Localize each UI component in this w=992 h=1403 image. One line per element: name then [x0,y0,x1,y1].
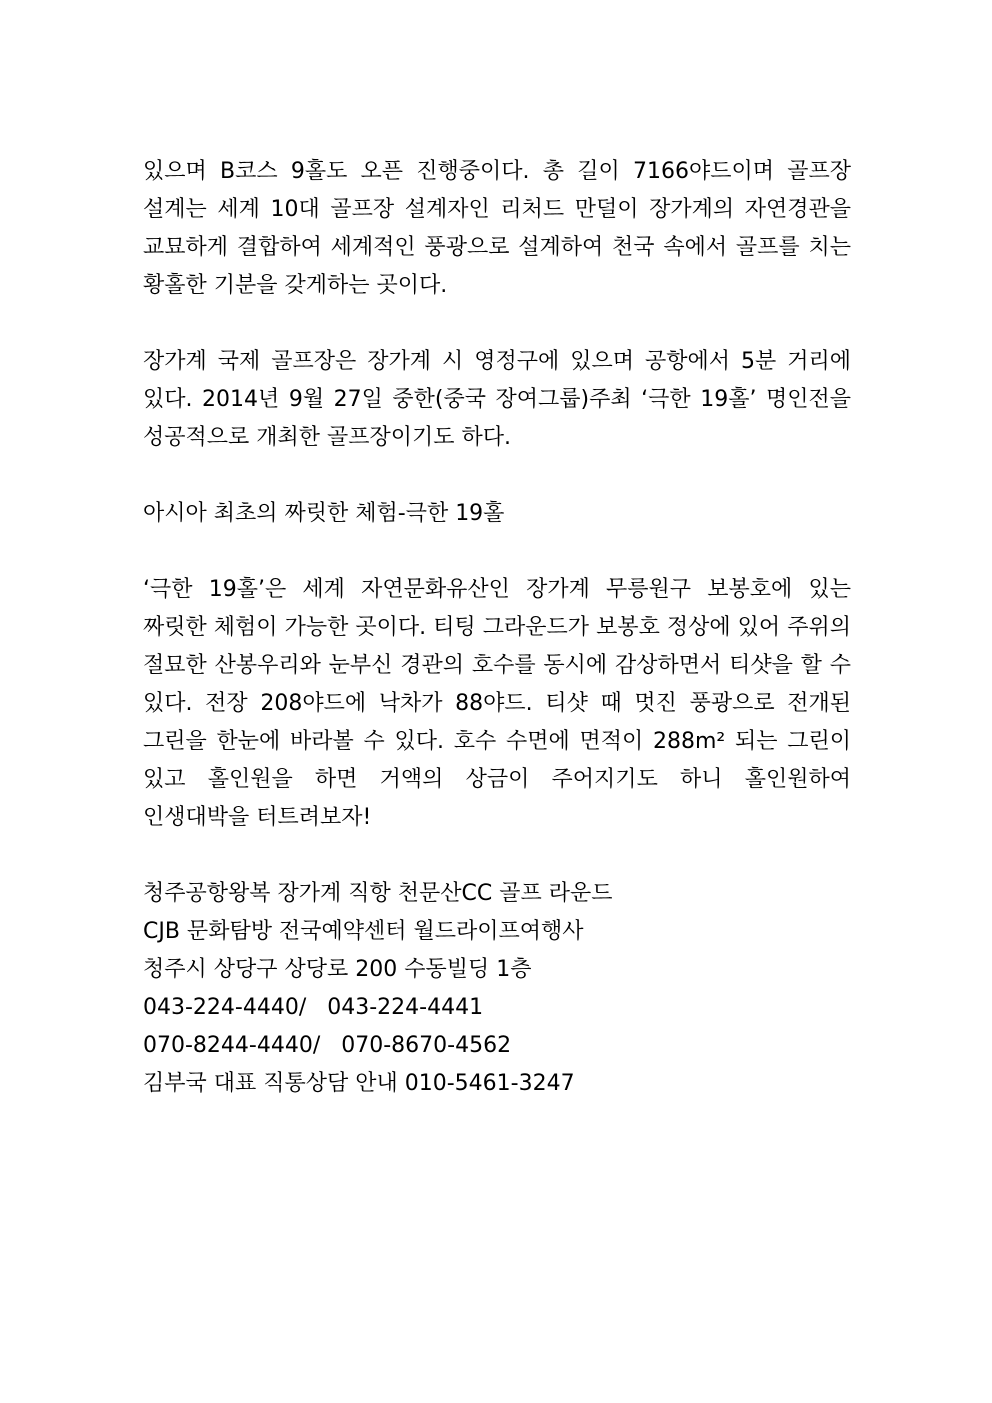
contact-block [143,875,851,1103]
paragraph-golf-course-location: 장가계 국제 골프장은 장가계 시 영정구에 있으며 공항에서 5분 거리에 있다. 2014년 9월 27일 중한(중국 장여그룹)주최 ‘극한 19홀’ 명인전을 성공적으로 개최한 골프장이기도 하다. [143,349,851,450]
tour-name: 청주공항왕복 장가계 직항 천문산CC 골프 라운드 [143,881,613,906]
phone-line-2: 070-8244-4440/ 070-8670-4562 [143,1033,512,1058]
paragraph-extreme-19th-hole: ‘극한 19홀’은 세계 자연문화유산인 장가계 무릉원구 보봉호에 있는 짜릿한 체험이 가능한 곳이다. 티팅 그라운드가 보봉호 정상에 있어 주위의 절묘한 산봉우리와 눈부신 경관의 호수를 동시에 감상하면서 티샷을 할 수 있다. 전장 208야드에 낙차가 88야드. 티샷 때 멋진 풍광으로 전개된 그린을 한눈에 바라볼 수 있다. 호수 수면에 면적이 288m² 되는 그린이 있고 홀인원을 하면 거액의 상금이 주어지기도 하니 홀인원하여 인생대박을 터트려보자! [143,577,851,830]
phone-line-1: 043-224-4440/ 043-224-4441 [143,995,484,1020]
agency-address: 청주시 상당구 상당로 200 수동빌딩 1층 [143,957,532,982]
paragraph-golf-course-design: 있으며 B코스 9홀도 오픈 진행중이다. 총 길이 7166야드이며 골프장 설계는 세계 10대 골프장 설계자인 리처드 만덜이 장가계의 자연경관을 교묘하게 결합하여 세계적인 풍광으로 설계하여 천국 속에서 골프를 치는 황홀한 기분을 갖게하는 곳이다. [143,159,851,298]
ceo-direct-line: 김부국 대표 직통상담 안내 010-5461-3247 [143,1071,575,1096]
agency-name: CJB 문화탐방 전국예약센터 월드라이프여행사 [143,919,584,944]
section-heading: 아시아 최초의 짜릿한 체험-극한 19홀 [143,501,505,526]
document-body [143,153,851,1103]
